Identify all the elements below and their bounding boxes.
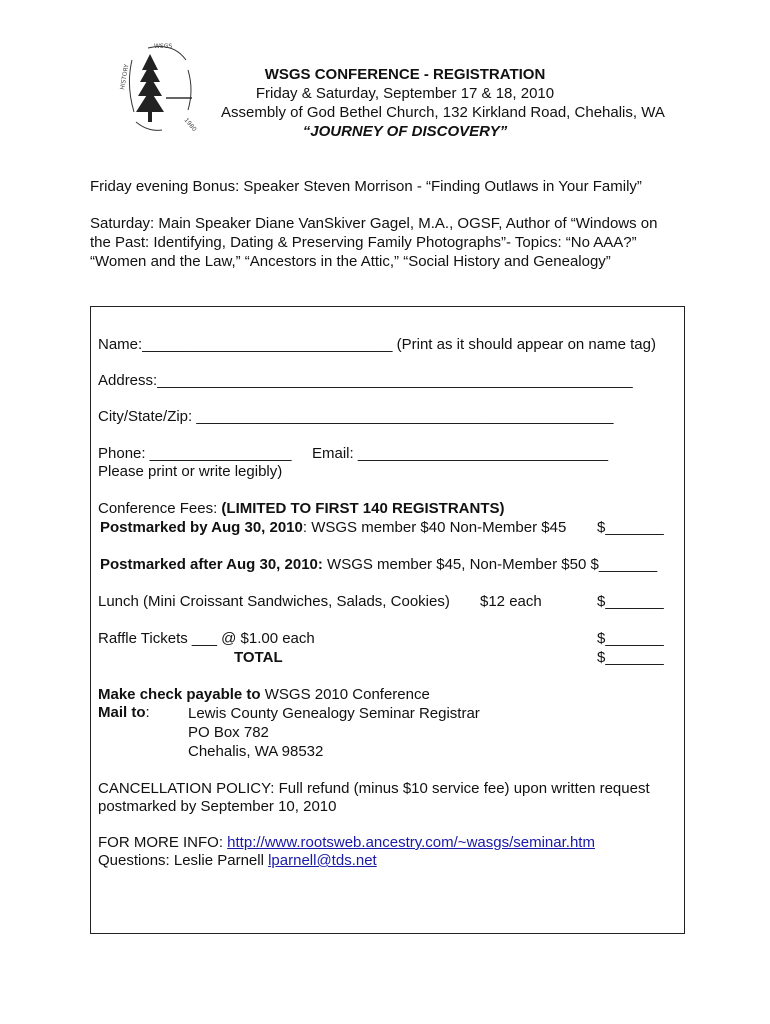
- late-fee-amount[interactable]: $_______: [590, 556, 658, 573]
- address-field[interactable]: Address:_________________________________________________________: [98, 372, 633, 389]
- lunch-amount[interactable]: $_______: [597, 593, 664, 610]
- name-row[interactable]: [98, 336, 656, 353]
- raffle-label: Raffle Tickets ___ @ $1.00 each: [98, 630, 315, 647]
- cancellation-line-1: CANCELLATION POLICY: Full refund (minus $10 service fee) upon written request: [98, 780, 650, 797]
- total-amount[interactable]: $_______: [597, 649, 664, 666]
- page-title: WSGS CONFERENCE - REGISTRATION: [264, 66, 546, 83]
- name-label: Name:: [98, 336, 143, 353]
- payable-label: Make check payable to: [98, 686, 261, 703]
- fees-label: Conference Fees:: [98, 500, 222, 517]
- fees-heading: [98, 500, 504, 517]
- more-info-label: FOR MORE INFO:: [98, 834, 228, 851]
- saturday-line-3: “Women and the Law,” “Ancestors in the Attic,” “Social History and Genealogy”: [90, 253, 611, 270]
- event-dates: Friday & Saturday, September 17 & 18, 2010: [255, 85, 555, 102]
- mail-to-label: Mail to:: [98, 704, 150, 721]
- early-fee-amount[interactable]: $_______: [597, 519, 664, 536]
- late-fee-row: [100, 556, 657, 573]
- svg-text:HISTORY: HISTORY: [119, 63, 131, 91]
- society-logo-seal: [118, 40, 198, 140]
- svg-text:WSGS: WSGS: [154, 43, 173, 50]
- svg-text:1980: 1980: [182, 116, 198, 133]
- name-note: (Print as it should appear on name tag): [396, 336, 656, 353]
- payable-line: [98, 686, 430, 703]
- more-info-line: [98, 834, 595, 851]
- event-theme: “JOURNEY OF DISCOVERY”: [302, 123, 508, 140]
- event-venue: Assembly of God Bethel Church, 132 Kirkland Road, Chehalis, WA: [221, 104, 665, 121]
- payable-recipient: WSGS 2010 Conference: [260, 686, 430, 703]
- email-field[interactable]: Email: ______________________________: [312, 445, 609, 462]
- name-field[interactable]: ______________________________: [142, 336, 393, 353]
- seminar-link[interactable]: http://www.rootsweb.ancestry.com/~wasgs/seminar.htm: [227, 834, 595, 851]
- mail-address-line-3: Chehalis, WA 98532: [188, 743, 324, 760]
- lunch-price: $12 each: [480, 593, 542, 610]
- questions-line: [98, 852, 377, 869]
- raffle-amount[interactable]: $_______: [597, 630, 664, 647]
- fees-limit: (LIMITED TO FIRST 140 REGISTRANTS): [221, 500, 505, 517]
- saturday-line-1: Saturday: Main Speaker Diane VanSkiver Gagel, M.A., OGSF, Author of “Windows on: [90, 215, 658, 232]
- early-fee-label: Postmarked by Aug 30, 2010: [100, 519, 303, 536]
- saturday-line-2: the Past: Identifying, Dating & Preserving Family Photographs”- Topics: “No AAA?”: [90, 234, 637, 251]
- mail-address-line-2: PO Box 782: [188, 724, 269, 741]
- early-fee-prices: : WSGS member $40 Non-Member $45: [302, 519, 567, 536]
- mail-address-line-1: Lewis County Genealogy Seminar Registrar: [188, 705, 480, 722]
- total-label: TOTAL: [234, 649, 283, 666]
- late-fee-prices: WSGS member $45, Non-Member $50: [322, 556, 591, 573]
- city-state-zip-field[interactable]: City/State/Zip: __________________________________________________: [98, 408, 614, 425]
- phone-field[interactable]: Phone: _________________: [98, 445, 292, 462]
- legibly-note: Please print or write legibly): [98, 463, 283, 480]
- late-fee-label: Postmarked after Aug 30, 2010:: [100, 556, 323, 573]
- questions-label: Questions: Leslie Parnell: [98, 852, 269, 869]
- friday-bonus-text: Friday evening Bonus: Speaker Steven Morrison - “Finding Outlaws in Your Family”: [90, 178, 642, 195]
- cancellation-line-2: postmarked by September 10, 2010: [98, 798, 337, 815]
- contact-email-link[interactable]: lparnell@tds.net: [268, 852, 377, 869]
- lunch-label: Lunch (Mini Croissant Sandwiches, Salads, Cookies): [98, 593, 450, 610]
- early-fee-row: [100, 519, 566, 536]
